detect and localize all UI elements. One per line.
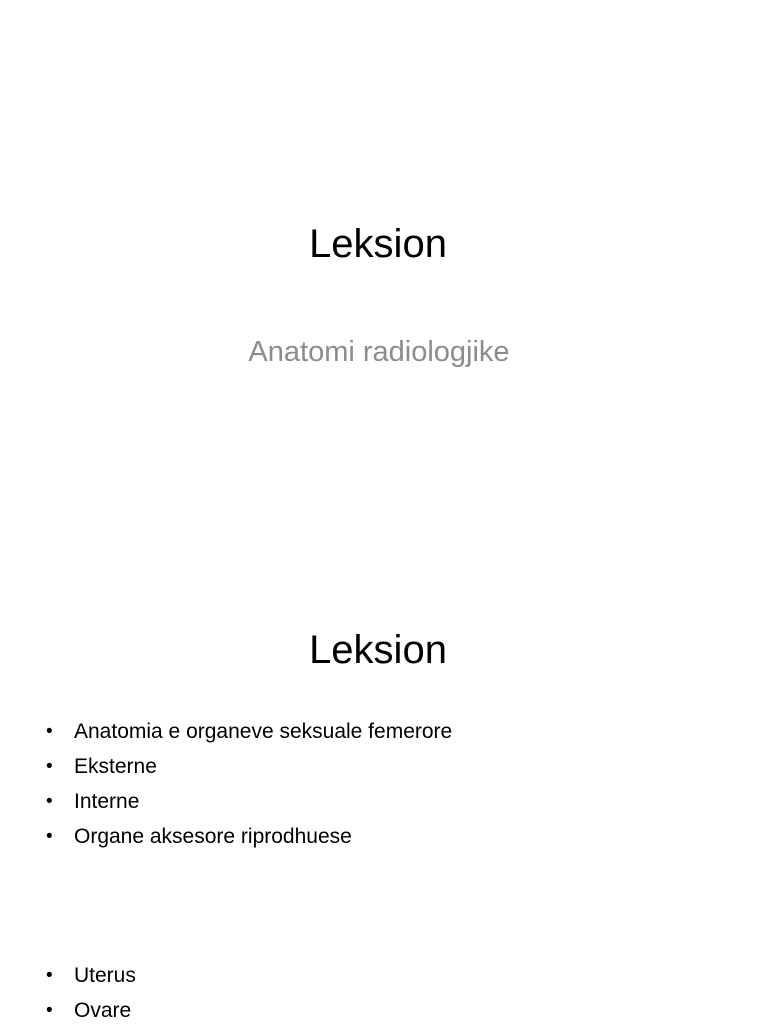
slide-title: Leksion xyxy=(309,222,447,266)
list-item-text: Anatomia e organeve seksuale femerore xyxy=(74,720,453,743)
list-item-text: Uterus xyxy=(74,964,136,987)
slide-2 xyxy=(0,576,768,1024)
bullet-icon: • xyxy=(46,721,53,742)
list-item-text: Organe aksesore riprodhuese xyxy=(74,825,352,848)
list-item xyxy=(46,819,452,854)
bullet-icon: • xyxy=(46,1000,53,1021)
bullet-icon: • xyxy=(46,965,53,986)
bullet-icon: • xyxy=(46,756,53,777)
slide-title: Leksion xyxy=(309,628,447,672)
list-item xyxy=(46,714,452,749)
slide-subtitle: Anatomi radiologjike xyxy=(248,336,510,368)
list-item xyxy=(46,993,136,1024)
list-item xyxy=(46,958,136,993)
list-item xyxy=(46,784,452,819)
bullet-icon: • xyxy=(46,826,53,847)
list-item xyxy=(46,749,452,784)
list-item-text: Interne xyxy=(74,790,140,813)
bullet-list xyxy=(46,958,136,1024)
bullet-list xyxy=(46,714,452,854)
list-item-text: Eksterne xyxy=(74,755,157,778)
bullet-icon: • xyxy=(46,791,53,812)
list-item-text: Ovare xyxy=(74,999,132,1022)
